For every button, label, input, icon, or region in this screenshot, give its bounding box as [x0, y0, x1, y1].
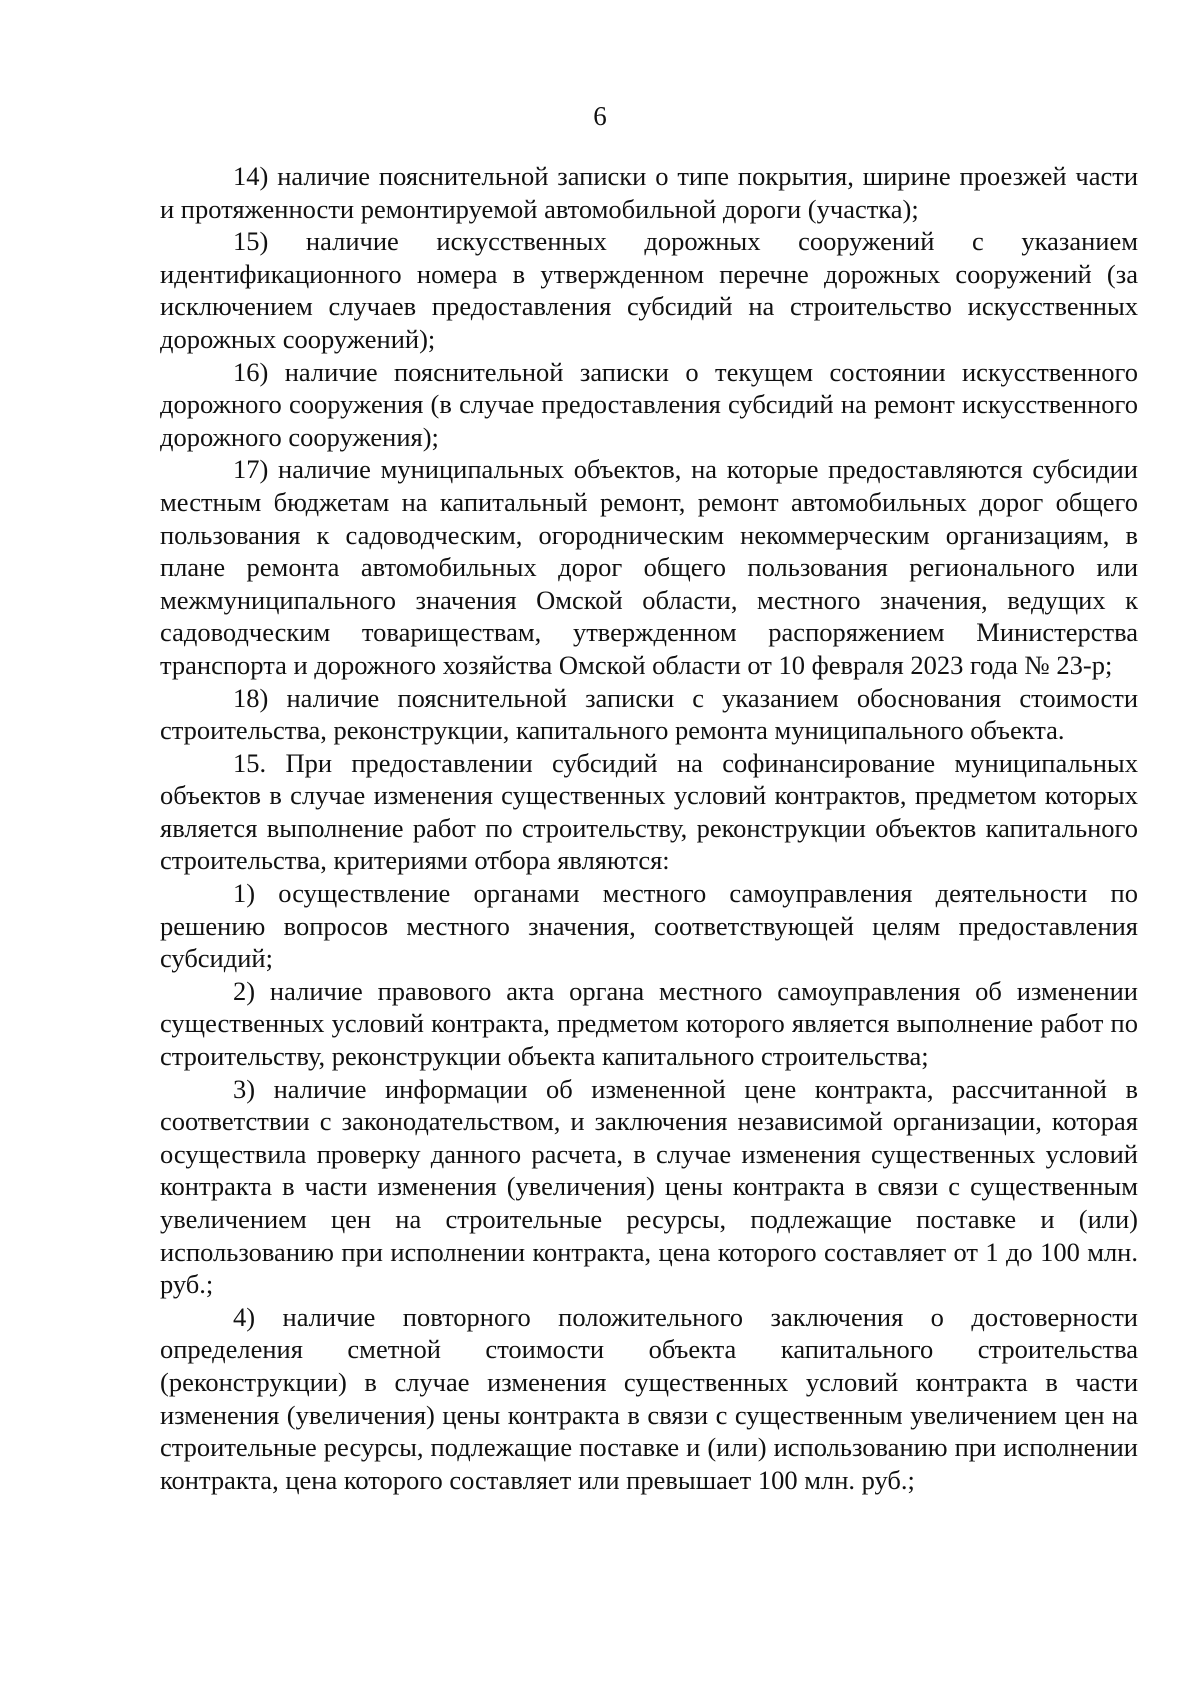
document-body	[160, 160, 1138, 1496]
page-number: 6	[593, 101, 607, 131]
paragraph-item-14: 14) наличие пояснительной записки о типе покрытия, ширине проезжей части и протяженности ремонтируемой автомобильной дороги (участка);	[160, 161, 1138, 224]
paragraph-criterion-3: 3) наличие информации об измененной цене контракта, рассчитанной в соответствии с законодательством, и заключения независимой организации, которая осуществила проверку данного расчета, в случае изменения существенных условий контракта в части изменения (увеличения) цены контракта в связи с существенным увеличением цен на строительные ресурсы, подлежащие поставке и (или) использованию при исполнении контракта, цена которого составляет от 1 до 100 млн. руб.;	[160, 1073, 1138, 1300]
paragraph-criterion-1: 1) осуществление органами местного самоуправления деятельности по решению вопросов местного значения, соответствующей целям предоставления субсидий;	[160, 878, 1138, 974]
paragraph-item-16: 16) наличие пояснительной записки о текущем состоянии искусственного дорожного сооружения (в случае предоставления субсидий на ремонт искусственного дорожного сооружения);	[160, 356, 1138, 452]
paragraph-section-15: 15. При предоставлении субсидий на софинансирование муниципальных объектов в случае изменения существенных условий контрактов, предметом которых является выполнение работ по строительству, реконструкции объектов капитального строительства, критериями отбора являются:	[160, 747, 1138, 876]
paragraph-criterion-2: 2) наличие правового акта органа местного самоуправления об изменении существенных условий контракта, предметом которого является выполнение работ по строительству, реконструкции объекта капитального строительства;	[160, 975, 1138, 1072]
paragraph-item-17: 17) наличие муниципальных объектов, на которые предоставляются субсидии местным бюджетам на капитальный ремонт, ремонт автомобильных дорог общего пользования к садоводческим, огородническим некоммерческим организациям, в плане ремонта автомобильных дорог общего пользования регионального или межмуниципального значения Омской области, местного значения, ведущих к садоводческим товариществам, утвержденном распоряжением Министерства транспорта и дорожного хозяйства Омской области от 10 февраля 2023 года № 23-р;	[160, 454, 1138, 680]
paragraph-item-18: 18) наличие пояснительной записки с указанием обоснования стоимости строительства, реконструкции, капитального ремонта муниципального объекта.	[160, 682, 1138, 746]
paragraph-criterion-4: 4) наличие повторного положительного заключения о достоверности определения сметной стоимости объекта капитального строительства (реконструкции) в случае изменения существенных условий контракта в части изменения (увеличения) цены контракта в связи с существенным увеличением цен на строительные ресурсы, подлежащие поставке и (или) использованию при исполнении контракта, цена которого составляет или превышает 100 млн. руб.;	[160, 1301, 1138, 1495]
paragraph-item-15: 15) наличие искусственных дорожных сооружений с указанием идентификационного номера в утвержденном перечне дорожных сооружений (за исключением случаев предоставления субсидий на строительство искусственных дорожных сооружений);	[160, 226, 1138, 354]
